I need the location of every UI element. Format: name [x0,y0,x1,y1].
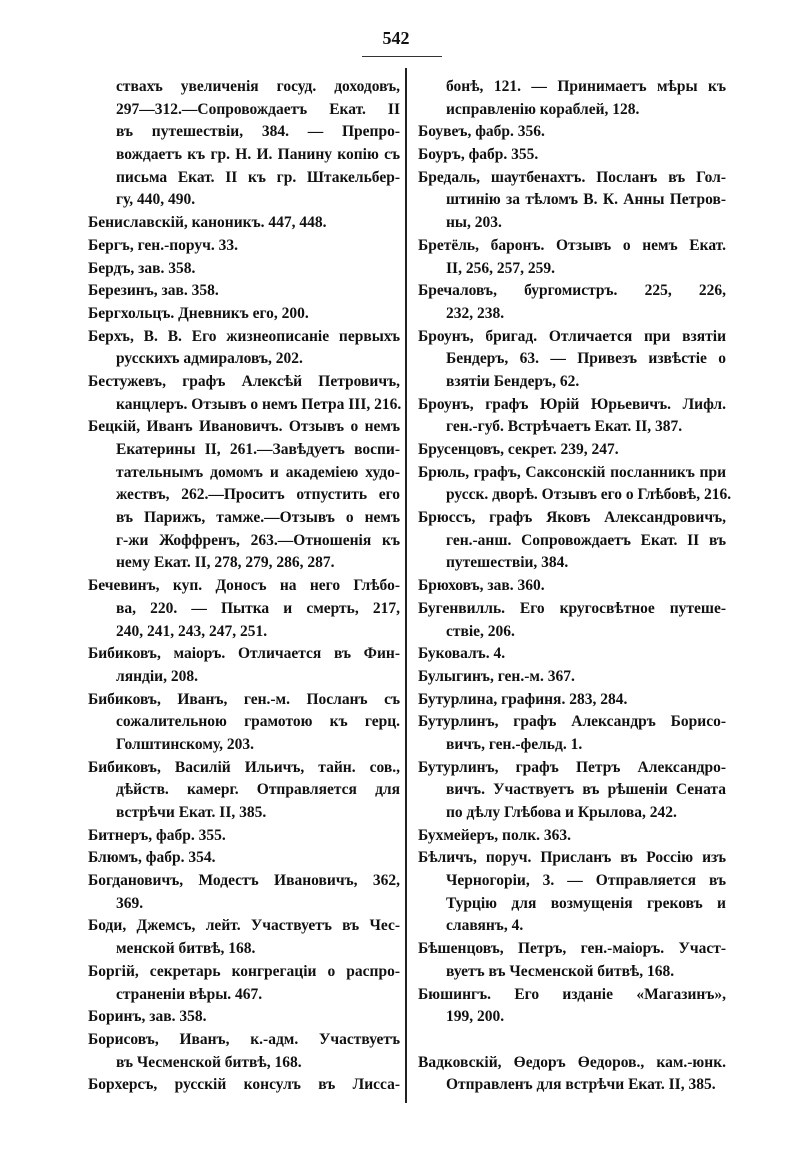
index-entry [88,1006,400,1029]
index-entry [418,280,726,325]
entry-continuation-line: вождаетъ къ гр. Н. И. Панину копію съ [116,146,400,164]
entry-continuation-line: взятіи Бендеръ, 62. [446,372,580,390]
entry-heading-line: Битнеръ, фабр. 355. [88,826,226,844]
entry-continuation-line: встрѣчи Екат. II, 385. [116,804,267,821]
index-entry [88,212,400,235]
index-entry [418,394,726,439]
entry-heading-line: Бредаль, шаутбенахтъ. Посланъ въ Гол- [418,168,726,186]
index-entry [88,961,400,1006]
index-entry [88,235,400,258]
entry-continuation-line: ва, 220. — Пытка и смерть, 217, [116,599,400,617]
index-entry [88,1074,400,1097]
index-entry [418,507,726,575]
index-entry [88,326,400,371]
entry-heading-line: Буковалъ. 4. [418,645,506,663]
entry-continuation-line: ляндіи, 208. [116,667,198,685]
entry-heading-line: Бутурлина, графиня. 283, 284. [418,690,628,708]
index-entry [88,303,400,326]
entry-heading-line: Бибиковъ, Иванъ, ген.-м. Посланъ съ [88,690,400,708]
index-entry [418,847,726,938]
entry-heading-line: Берхъ, В. В. Его жизнеописаніе первыхъ [88,327,400,345]
entry-continuation-line: ны, 203. [446,214,502,232]
entry-continuation-line: вичъ, ген.-фельд. 1. [446,735,583,753]
entry-continuation-line: ствіе, 206. [446,622,515,640]
index-entry [418,598,726,643]
index-entry [418,326,726,394]
entry-continuation-line: въ Парижъ, тамже.—Отзывъ о немъ [116,509,400,527]
entry-heading-line: Бутурлинъ, графъ Петръ Александро- [418,758,726,776]
index-entry [418,121,726,144]
entry-continuation-line: г-жи Жоффренъ, 263.—Отношенія къ [116,531,400,549]
entry-continuation-line: ген.-анш. Сопровождаетъ Екат. II въ [446,531,726,549]
index-entry [418,462,732,507]
index-entry [418,984,726,1029]
page-number: 542 [382,28,410,48]
left-column [88,76,400,1097]
entry-continuation-line: письма Екат. II къ гр. Штакельбер- [116,168,400,186]
entry-heading-line: Бюшингъ. Его изданіе «Магазинъ», [418,985,726,1003]
entry-heading-line: Бухмейеръ, полк. 363. [418,826,571,844]
entry-heading-line: Вадковскій, Өедоръ Өедоров., кам.-юнк. [418,1053,726,1071]
entry-continuation-line: вичъ. Участвуетъ въ рѣшеніи Сената [446,781,726,799]
index-entry [418,938,726,983]
section-gap [418,1029,726,1052]
entry-continuation-line: 232, 238. [446,304,505,322]
index-entry [418,666,726,689]
column-divider [405,68,407,1103]
entry-heading-line: Бердъ, зав. 358. [88,259,196,277]
entry-continuation-line: менской битвѣ, 168. [116,940,256,958]
index-entry [88,416,400,575]
entry-heading-line: Бречаловъ, бургомистръ. 225, 226, [418,282,726,300]
entry-continuation-line: Екатерины II, 261.—Завѣдуетъ воспи- [116,441,400,458]
entry-heading-line: Боувеъ, фабр. 356. [418,123,545,141]
entry-heading-line: Броунъ, бригад. Отличается при взятіи [418,327,726,345]
entry-continuation-line: страненіи вѣры. 467. [116,985,263,1003]
entry-heading-line: Бугенвилль. Его кругосвѣтное путеше- [418,599,726,617]
entry-heading-line: Боуръ, фабр. 355. [418,146,539,164]
entry-heading-line: Бецкій, Иванъ Ивановичъ. Отзывъ о немъ [88,418,400,436]
entry-continuation-line: канцлеръ. Отзывъ о немъ Петра III, 216. [116,395,402,413]
entry-heading-line: Богдановичъ, Модестъ Ивановичъ, 362, [88,872,400,890]
index-entry [88,76,400,212]
entry-heading-line: Брюховъ, зав. 360. [418,577,545,595]
entry-heading-line: Броунъ, графъ Юрій Юрьевичъ. Лифл. [418,395,726,413]
entry-heading-line: Булыгинъ, ген.-м. 367. [418,667,575,685]
entry-heading-line: Боргій, секретарь конгрегаціи о распро- [88,962,400,980]
index-entry [418,643,726,666]
entry-heading-line: Боринъ, зав. 358. [88,1008,207,1026]
entry-heading-line: Боди, Джемсъ, лейт. Участвуетъ въ Чес- [88,917,400,935]
entry-heading-line: Борисовъ, Иванъ, к.-адм. Участвуетъ [88,1030,400,1048]
index-entry [418,144,726,167]
index-entry [88,371,400,416]
right-column [418,76,732,1097]
entry-continuation-line: Голштинскому, 203. [116,735,254,753]
entry-continuation-line: путешествіи, 384. [446,554,569,572]
entry-heading-line: Брюль, графъ, Саксонскій посланникъ при [418,463,726,481]
entry-continuation-line: 369. [116,894,144,912]
entry-continuation-line: Черногоріи, 3. — Отправляется въ [446,872,726,890]
entry-continuation-line: Бендеръ, 63. — Привезъ извѣстіе о [446,350,726,368]
entry-continuation-line: въ путешествіи, 384. — Препро- [116,123,400,141]
entry-heading-line: Брусенцовъ, секрет. 239, 247. [418,441,619,458]
index-entry [418,439,726,462]
entry-heading-line: Бретёль, баронъ. Отзывъ о немъ Екат. [418,236,726,254]
entry-continuation-line: по дѣлу Глѣбова и Крылова, 242. [446,804,677,821]
entry-continuation-line: русск. дворѣ. Отзывъ его о Глѣбовѣ, 216. [446,486,732,504]
entry-heading-line: Бечевинъ, куп. Доносъ на него Глѣбо- [88,577,400,595]
entry-continuation-line: нему Екат. II, 278, 279, 286, 287. [116,554,335,572]
entry-continuation-line: бонѣ, 121. — Принимаетъ мѣры къ [446,78,726,95]
index-entry [88,1029,400,1074]
index-entry [88,870,400,915]
index-entry [88,825,400,848]
entry-continuation-line: II, 256, 257, 259. [446,259,555,277]
entry-heading-line: Бѣличъ, поруч. Присланъ въ Россію изъ [418,849,726,867]
entry-heading-line: Брюссъ, графъ Яковъ Александровичъ, [418,509,726,527]
entry-continuation-line: 240, 241, 243, 247, 251. [116,622,268,640]
entry-heading-line: Блюмъ, фабр. 354. [88,849,216,867]
entry-continuation-line: русскихъ адмираловъ, 202. [116,350,303,368]
entry-continuation-line: ген.-губ. Встрѣчаетъ Екат. II, 387. [446,418,683,436]
index-entry [88,757,400,825]
entry-continuation-line: 297—312.—Сопровождаетъ Екат. II [116,100,400,118]
index-entry [418,711,726,756]
entry-continuation-line: въ Чесменской битвѣ, 168. [116,1053,302,1071]
entry-continuation-line: исправленію кораблей, 128. [446,100,640,118]
entry-continuation-line: жествъ, 262.—Проситъ отпустить его [116,486,400,504]
entry-continuation-line: славянъ, 4. [446,917,524,935]
entry-heading-line: Бибиковъ, маіоръ. Отличается въ Фин- [88,645,400,663]
index-entry [88,643,400,688]
entry-continuation-line: вуетъ въ Чесменской битвѣ, 168. [446,962,675,980]
index-entry [88,689,400,757]
entry-heading-line: Бѣшенцовъ, Петръ, ген.-маіоръ. Участ- [418,940,726,958]
entry-heading-line: Борхерсъ, русскій консулъ въ Лисса- [88,1076,400,1094]
index-entry [418,167,726,235]
entry-continuation-line: гу, 440, 490. [116,191,196,209]
entry-heading-line: Бергхольцъ. Дневникъ его, 200. [88,304,309,322]
index-entry [418,235,726,280]
index-entry [418,825,726,848]
entry-heading-line: Бибиковъ, Василій Ильичъ, тайн. сов., [88,758,400,776]
entry-heading-line: Бергъ, ген.-поруч. 33. [88,236,238,254]
index-entry [88,280,400,303]
entry-continuation-line: штинію за тѣломъ В. К. Анны Петров- [446,191,726,209]
page-number-rule [362,56,442,57]
entry-continuation-line: дѣйств. камерг. Отправляется для [116,781,400,799]
index-entry [88,258,400,281]
index-entry [88,915,400,960]
index-entry [418,689,726,712]
entry-continuation-line: сожалительною грамотою къ герц. [116,713,400,731]
entry-continuation-line: Отправленъ для встрѣчи Екат. II, 385. [446,1076,716,1094]
index-entry [418,76,726,121]
entry-heading-line: Бутурлинъ, графъ Александръ Борисо- [418,713,726,731]
index-entry [418,757,726,825]
entry-heading-line: Бестужевъ, графъ Алексѣй Петровичъ, [88,372,400,390]
entry-continuation-line: 199, 200. [446,1008,505,1026]
entry-continuation-line: тательнымъ домомъ и академіею худо- [116,463,400,481]
index-entry [88,847,400,870]
index-entry [88,575,400,643]
entry-heading-line: Бениславскій, каноникъ. 447, 448. [88,214,327,232]
entry-heading-line: Березинъ, зав. 358. [88,282,219,300]
entry-continuation-line: ствахъ увеличенія госуд. доходовъ, [116,78,400,95]
index-entry [418,1052,726,1097]
index-entry [418,575,726,598]
entry-continuation-line: Турцію для возмущенія грековъ и [446,894,726,912]
